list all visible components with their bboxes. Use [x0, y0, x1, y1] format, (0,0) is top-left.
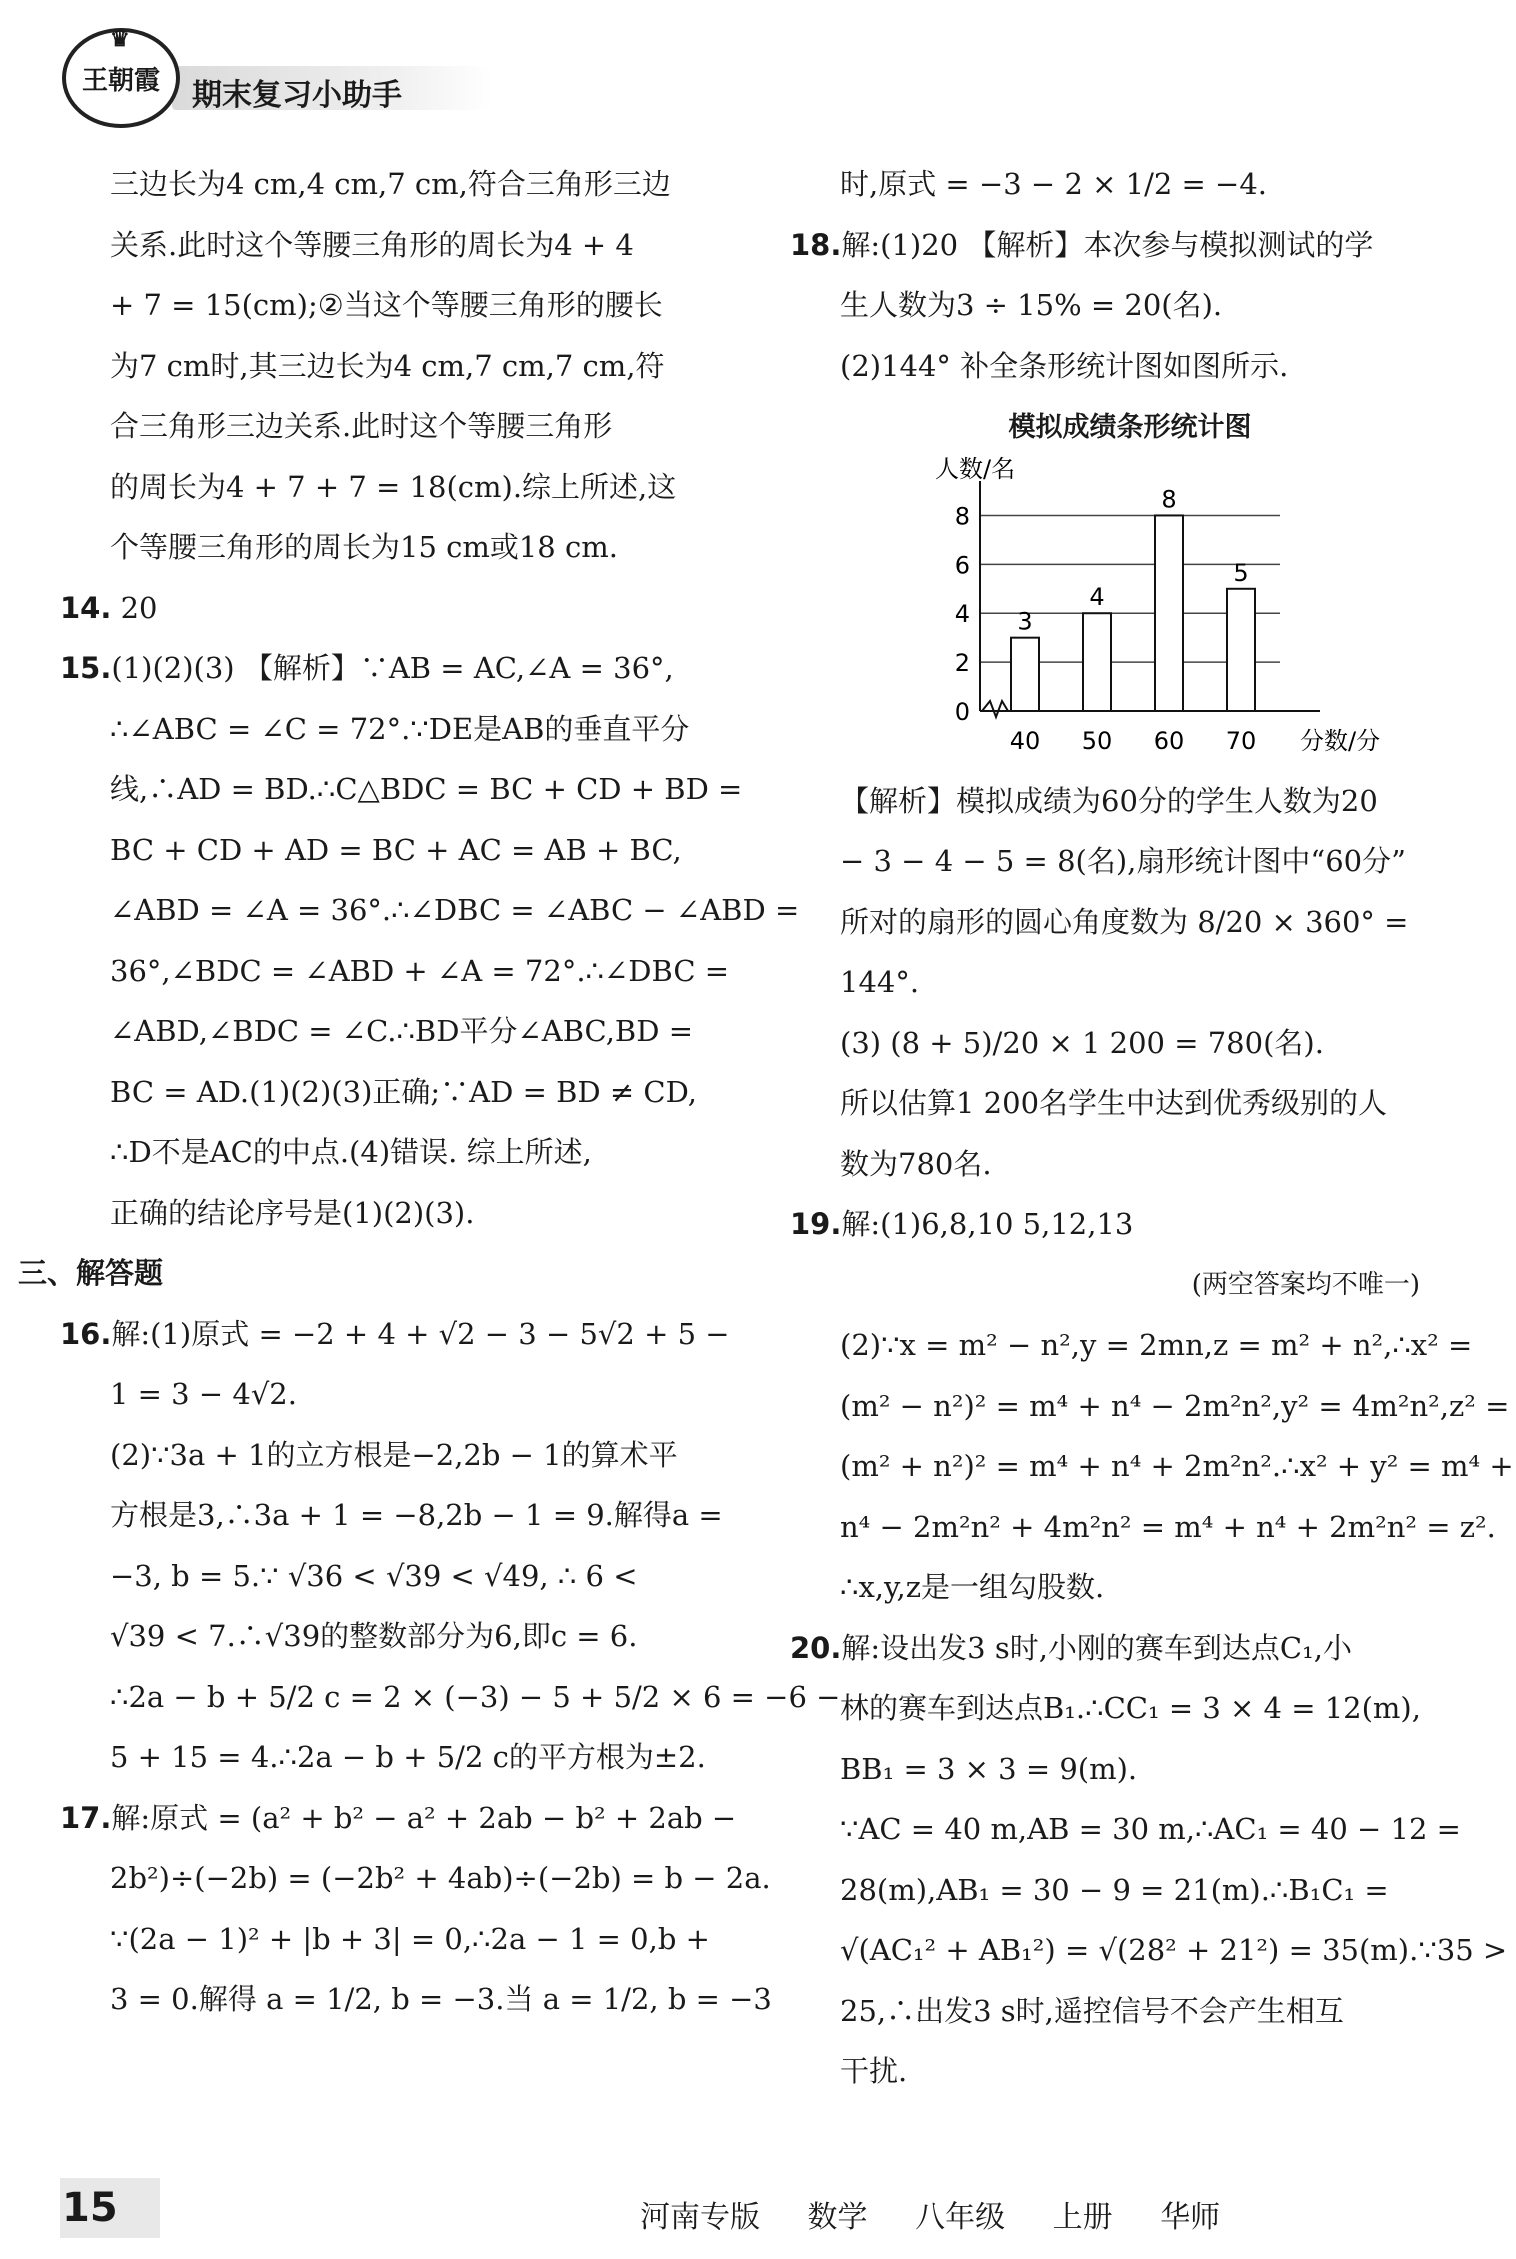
bar [1083, 613, 1111, 711]
answer-line: 解:(1)6,8,10 5,12,13 [841, 1207, 1134, 1241]
y-tick-label: 6 [954, 550, 970, 579]
question-number: 18. [790, 227, 842, 262]
footer-volume: 上册 [1052, 2200, 1113, 2235]
answer-line: (m² + n²)² = m⁴ + n⁴ + 2m²n².∴x² + y² = m⁴ + [840, 1449, 1514, 1483]
question-20 [790, 1618, 1508, 2102]
answer-note: (两空答案均不唯一) [1191, 1269, 1420, 1300]
answer-line: (3) (8 + 5)/20 × 1 200 = 780(名). [840, 1025, 1324, 1060]
answer-line: ∴∠ABC = ∠C = 72°.∵DE是AB的垂直平分 [110, 711, 690, 746]
question-number: 14. [60, 590, 112, 625]
answer-line: 林的赛车到达点B₁.∴CC₁ = 3 × 4 = 12(m), [840, 1691, 1421, 1725]
answer-line: (2)144° 补全条形统计图如图所示. [840, 348, 1289, 383]
answer-line: ∵AC = 40 m,AB = 30 m,∴AC₁ = 40 − 12 = [840, 1812, 1461, 1846]
question-number: 20. [790, 1630, 842, 1665]
answer-line: 3 = 0.解得 a = 1/2, b = −3.当 a = 1/2, b = −3 [110, 1982, 772, 2016]
answer-line: 1 = 3 − 4√2. [110, 1377, 297, 1411]
bar-value-label: 4 [1089, 582, 1105, 611]
right-column [790, 154, 1514, 2102]
y-axis-label: 人数/名 [935, 454, 1016, 483]
bar-value-label: 3 [1017, 607, 1033, 636]
footer-subject: 数学 [807, 2200, 868, 2235]
section-heading: 三、解答题 [18, 1256, 164, 1290]
answer-line: ∴x,y,z是一组勾股数. [840, 1570, 1105, 1604]
answer-line: 144°. [840, 965, 920, 999]
answer-line: 解:(1)原式 = −2 + 4 + √2 − 3 − 5√2 + 5 − [111, 1316, 730, 1351]
answer-line: (2)∵x = m² − n²,y = 2mn,z = m² + n²,∴x² = [840, 1328, 1473, 1362]
q13-continuation [110, 154, 735, 578]
answer-line: −3, b = 5.∵ √36 < √39 < √49, ∴ 6 < [110, 1558, 638, 1593]
answer-text: 20 [120, 590, 158, 625]
footer-publisher: 华师 [1160, 2200, 1221, 2235]
answer-line: 36°,∠BDC = ∠ABD + ∠A = 72°.∴∠DBC = [110, 953, 730, 988]
footer-grade: 八年级 [915, 2200, 1006, 2235]
x-tick-label: 50 [1081, 726, 1113, 755]
answer-line: 合三角形三边关系.此时这个等腰三角形 [110, 409, 613, 443]
answer-line: 为7 cm时,其三边长为4 cm,7 cm,7 cm,符 [110, 348, 665, 383]
x-tick-label: 70 [1225, 726, 1257, 755]
answer-line: ∵(2a − 1)² + |b + 3| = 0,∴2a − 1 = 0,b + [110, 1921, 710, 1956]
answer-line: 数为780名. [840, 1146, 992, 1181]
question-number: 15. [60, 651, 112, 685]
answer-line: √(AC₁² + AB₁²) = √(28² + 21²) = 35(m).∵35 > [840, 1933, 1508, 1967]
question-17 [60, 1788, 772, 2030]
bar-value-label: 8 [1161, 484, 1177, 513]
page-number: 15 [62, 2185, 118, 2231]
answer-line: 线,∴AD = BD.∴C△BDC = BC + CD + BD = [110, 772, 743, 806]
question-number: 16. [60, 1316, 112, 1351]
answer-line: BB₁ = 3 × 3 = 9(m). [840, 1751, 1138, 1786]
question-18 [790, 215, 1420, 1195]
y-tick-label: 2 [954, 648, 970, 677]
answer-line: (1)(2)(3) 【解析】∵AB = AC,∠A = 36°, [111, 651, 674, 685]
answer-line: + 7 = 15(cm);②当这个等腰三角形的腰长 [110, 288, 663, 322]
logo-text: 王朝霞 [81, 65, 160, 96]
footer-info [640, 2192, 1258, 2236]
answer-line: √39 < 7.∴√39的整数部分为6,即c = 6. [110, 1619, 638, 1653]
answer-line: 解:原式 = (a² + b² − a² + 2ab − b² + 2ab − [111, 1800, 737, 1835]
answer-line: 正确的结论序号是(1)(2)(3). [110, 1195, 475, 1230]
answer-line: − 3 − 4 − 5 = 8(名),扇形统计图中“60分” [840, 844, 1406, 878]
answer-line: 28(m),AB₁ = 30 − 9 = 21(m).∴B₁C₁ = [840, 1872, 1389, 1907]
answer-line: 的周长为4 + 7 + 7 = 18(cm).综上所述,这 [110, 469, 677, 504]
bar [1155, 515, 1183, 711]
bar-value-label: 5 [1233, 558, 1249, 587]
x-axis-label: 分数/分 [1300, 726, 1381, 755]
axis-break-mark [982, 701, 1008, 717]
answer-line: 干扰. [840, 2054, 908, 2088]
y-tick-label: 0 [954, 697, 970, 726]
answer-line: n⁴ − 2m²n² + 4m²n² = m⁴ + n⁴ + 2m²n² = z². [840, 1509, 1496, 1544]
page-header [62, 22, 442, 112]
answer-line: ∴D不是AC的中点.(4)错误. 综上所述, [110, 1135, 592, 1169]
answer-line: (2)∵3a + 1的立方根是−2,2b − 1的算术平 [110, 1437, 678, 1472]
x-tick-label: 60 [1153, 726, 1185, 755]
question-number: 17. [60, 1800, 112, 1835]
x-tick-label: 40 [1009, 726, 1041, 755]
answer-line: 生人数为3 ÷ 15% = 20(名). [840, 288, 1223, 322]
q17-continuation: 时,原式 = −3 − 2 × 1/2 = −4. [840, 167, 1267, 201]
bar [1011, 637, 1039, 710]
crown-icon: ♛ [110, 26, 130, 52]
question-15 [60, 638, 800, 1243]
publisher-logo [62, 28, 180, 128]
header-title: 期末复习小助手 [192, 78, 402, 113]
bar [1227, 588, 1255, 710]
answer-line: 所以估算1 200名学生中达到优秀级别的人 [840, 1086, 1388, 1120]
footer-edition: 河南专版 [640, 2200, 760, 2235]
answer-line: ∠ABD,∠BDC = ∠C.∴BD平分∠ABC,BD = [110, 1014, 694, 1048]
answer-line: 解:(1)20 【解析】本次参与模拟测试的学 [841, 227, 1374, 262]
question-14 [60, 578, 735, 639]
answer-line: 关系.此时这个等腰三角形的周长为4 + 4 [110, 227, 634, 262]
question-19 [790, 1194, 1514, 1618]
left-column [18, 154, 841, 2030]
bar-chart [920, 454, 1381, 771]
answer-line: 方根是3,∴3a + 1 = −8,2b − 1 = 9.解得a = [110, 1498, 723, 1532]
answer-line: BC = AD.(1)(2)(3)正确;∵AD = BD ≠ CD, [110, 1074, 698, 1109]
question-number: 19. [790, 1207, 842, 1241]
answer-line: (m² − n²)² = m⁴ + n⁴ − 2m²n²,y² = 4m²n²,z² = [840, 1388, 1510, 1423]
y-tick-label: 8 [954, 501, 970, 530]
answer-line: 三边长为4 cm,4 cm,7 cm,符合三角形三边 [110, 167, 671, 201]
y-tick-label: 4 [954, 599, 970, 628]
answer-line: 所对的扇形的圆心角度数为 8/20 × 360° = [840, 904, 1409, 939]
answer-line: 解:设出发3 s时,小刚的赛车到达点C₁,小 [841, 1630, 1352, 1665]
answer-line: ∴2a − b + 5/2 c = 2 × (−3) − 5 + 5/2 × 6 = −6 − [110, 1679, 841, 1714]
answer-line: 5 + 15 = 4.∴2a − b + 5/2 c的平方根为±2. [110, 1740, 706, 1774]
chart-title: 模拟成绩条形统计图 [1008, 412, 1252, 443]
answer-line: 2b²)÷(−2b) = (−2b² + 4ab)÷(−2b) = b − 2a. [110, 1861, 771, 1895]
answer-line: 25,∴出发3 s时,遥控信号不会产生相互 [840, 1993, 1344, 2028]
answer-line: 【解析】模拟成绩为60分的学生人数为20 [840, 783, 1378, 818]
answer-line: 个等腰三角形的周长为15 cm或18 cm. [110, 530, 618, 564]
answer-line: ∠ABD = ∠A = 36°.∴∠DBC = ∠ABC − ∠ABD = [110, 893, 800, 927]
answer-line: BC + CD + AD = BC + AC = AB + BC, [110, 832, 682, 867]
